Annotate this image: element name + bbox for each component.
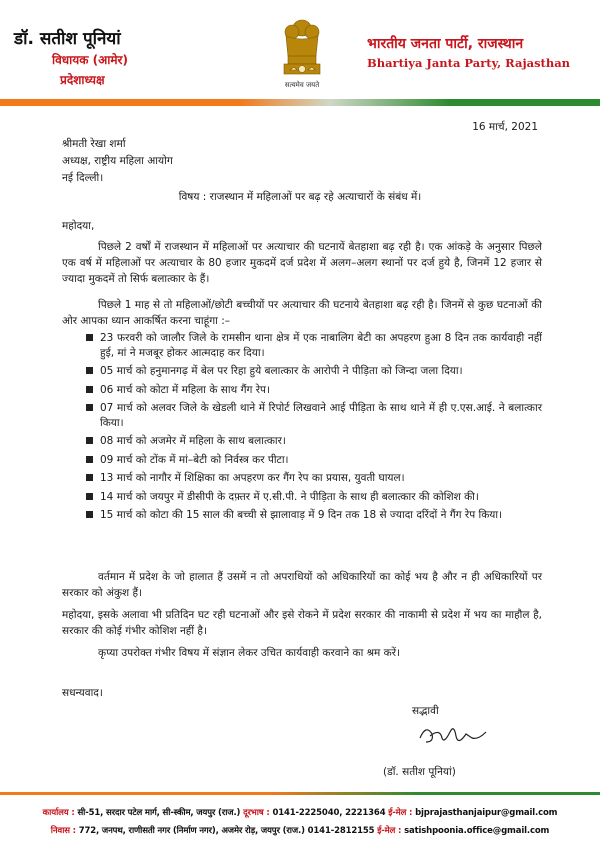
- residence-address: 772, जनपथ, राणीसती नगर (निर्माण नगर), अजमेर रोड़, जयपुर (राज.): [78, 826, 305, 836]
- office-address: सी-51, सरदार पटेल मार्ग, सी-स्कीम, जयपुर (राज.): [77, 808, 241, 818]
- paragraph-statistics: [62, 239, 542, 287]
- paragraph-text: कृप्या उपरोक्त गंभीर विषय में संज्ञान लेकर उचित कार्यवाही करवाने का श्रम करें।: [98, 647, 401, 659]
- office-email: bjprajasthanjaipur@gmail.com: [415, 808, 558, 818]
- paragraph-text: पिछले 2 वर्षों में राजस्थान में महिलाओं पर अत्याचार की घटनायें बेतहाशा बढ़ रही है। एक आंकड़े के अनुसार पिछले एक वर्ष में महिलाओं पर अत्याचार के 80 हजार मुकदमें दर्ज प्रदेश में अलग–अलग स्थानों पर दर्ज हुये है, जिनमें 12 हजार से ज्यादा मुकदमें तो सिर्फ बलात्कार के हैं।: [62, 241, 542, 285]
- signature-icon: [416, 716, 496, 754]
- list-item: 06 मार्च को कोटा में महिला के साथ गैंग रेप।: [86, 383, 542, 398]
- bullet-icon: [86, 367, 93, 374]
- paragraph-text: पिछले 1 माह से तो महिलाओं/छोटी बच्चीयों पर अत्याचार की घटनाये बेतहाशा बढ़ रही है। जिनमें से कुछ घटनाओं की ओर आपका ध्यान आकर्षित करना चाहूंगा :–: [62, 299, 542, 327]
- bullet-icon: [86, 474, 93, 481]
- paragraph-current-situation: [62, 569, 542, 601]
- residence-email-label: ई-मेल :: [377, 826, 402, 836]
- paragraph-text: वर्तमान में प्रदेश के जो हालात हैं उसमें न तो अपराधियों को अधिकारियों का कोई भय है और न ही अधिकारियों पर सरकार को अंकुश हैं।: [62, 571, 542, 599]
- list-item: 05 मार्च को हनुमानगढ़ में बेल पर रिहा हुये बलात्कार के आरोपी ने पीड़िता को जिन्दा जला दिया।: [86, 364, 542, 379]
- recipient-city: नई दिल्ली।: [62, 172, 104, 184]
- party-name-english: Bhartiya Janta Party, Rajasthan: [367, 56, 571, 70]
- sender-role-president: प्रदेशाध्यक्ष: [60, 73, 105, 87]
- paragraph-government-failure: [62, 607, 542, 639]
- list-item: 14 मार्च को जयपुर में डीसीपी के दफ़्तर में ए.सी.पी. ने पीड़िता के साथ ही बलात्कार की कोशिश की।: [86, 490, 542, 505]
- recipient-name: श्रीमती रेखा शर्मा: [62, 138, 126, 150]
- footer-office: [0, 807, 600, 818]
- paragraph-request: [62, 645, 542, 661]
- office-phone: 0141-2225040, 2221364: [272, 808, 386, 818]
- office-email-label: ई-मेल :: [388, 808, 413, 818]
- letter-subject: विषय : राजस्थान में महिलाओं पर बढ़ रहे अत्याचारों के संबंध में।: [178, 191, 422, 203]
- bullet-icon: [86, 456, 93, 463]
- office-label: कार्यालय :: [42, 808, 75, 818]
- closing-thanks: सधन्यवाद।: [62, 687, 103, 699]
- bullet-icon: [86, 404, 93, 411]
- bullet-icon: [86, 386, 93, 393]
- footer-color-stripe: [0, 792, 600, 795]
- signatory-name: (डॉ. सतीश पूनियां): [383, 766, 456, 778]
- national-emblem-icon: [272, 12, 332, 92]
- emblem-motto: सत्यमेव जयते: [284, 81, 320, 89]
- list-item: 09 मार्च को टोंक में मां–बेटी को निर्वस्त्र कर पीटा।: [86, 453, 542, 468]
- list-item: 23 फरवरी को जालौर जिले के रामसीन थाना क्षेत्र में एक नाबालिग बेटी का अपहरण हुआ 8 दिन तक कार्यवाही नहीं हुई, मां ने मजबूर होकर आत्मदाह कर दिया।: [86, 331, 542, 360]
- list-item: 08 मार्च को अजमेर में महिला के साथ बलात्कार।: [86, 434, 542, 449]
- list-item: 07 मार्च को अलवर जिले के खेडली थाने में रिपोर्ट लिखवाने आई पीड़िता के साथ थाने में ही ए.एस.आई. ने बलात्कार किया।: [86, 401, 542, 430]
- recipient-designation: अध्यक्ष, राष्ट्रीय महिला आयोग: [62, 155, 173, 167]
- list-item: 13 मार्च को नागौर में शिक्षिका का अपहरण कर गैंग रेप का प्रयास, युवती घायल।: [86, 471, 542, 486]
- bullet-icon: [86, 334, 93, 341]
- party-name-hindi: भारतीय जनता पार्टी, राजस्थान: [367, 36, 524, 52]
- letter-date: 16 मार्च, 2021: [472, 121, 538, 133]
- bullet-icon: [86, 493, 93, 500]
- paragraph-text: महोदया, इसके अलावा भी प्रतिदिन घट रही घटनाओं और इसे रोकने में प्रदेश सरकार की नाकामी से प्रदेश में भय का माहौल है, सरकार की कोई गंभीर कोशिश नहीं है।: [62, 609, 542, 637]
- valediction: सद्भावी: [412, 705, 439, 717]
- footer-residence: [0, 825, 600, 836]
- sender-role-mla: विधायक (आमेर): [52, 53, 128, 67]
- sender-name: डॉ. सतीश पूनियां: [14, 29, 121, 49]
- residence-phone: 0141-2812155: [307, 826, 375, 836]
- residence-email: satishpoonia.office@gmail.com: [404, 826, 550, 836]
- residence-label: निवास :: [50, 826, 76, 836]
- bullet-icon: [86, 511, 93, 518]
- paragraph-intro-incidents: [62, 297, 542, 329]
- office-phone-label: दूरभाष :: [243, 808, 270, 818]
- letterhead: [0, 0, 600, 100]
- bullet-icon: [86, 437, 93, 444]
- list-item: 15 मार्च को कोटा की 15 साल की बच्ची से झालावाड़ में 9 दिन तक 18 से ज्यादा दरिंदों ने गैंग रेप किया।: [86, 508, 542, 523]
- salutation: महोदया,: [62, 220, 95, 232]
- incident-list: [86, 331, 542, 527]
- header-color-stripe: [0, 99, 600, 106]
- recipient-address: [62, 136, 173, 187]
